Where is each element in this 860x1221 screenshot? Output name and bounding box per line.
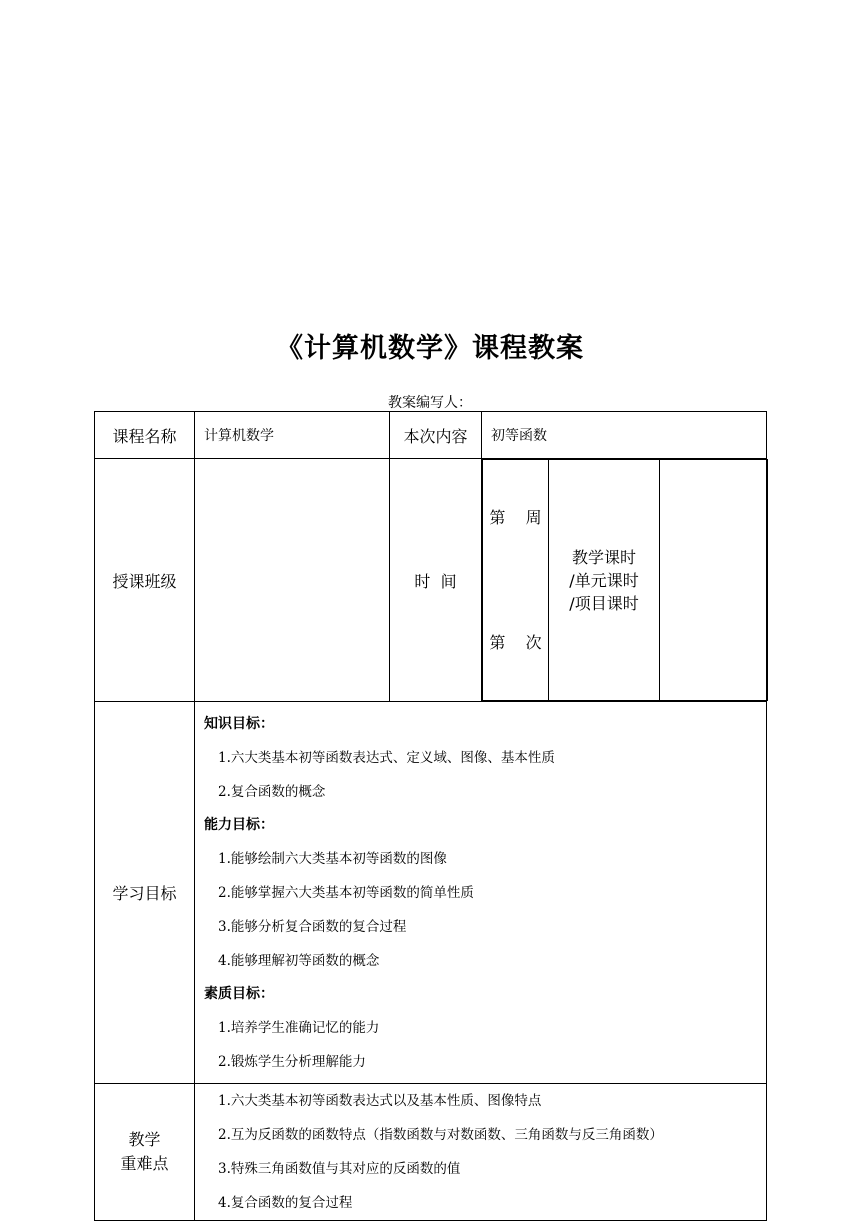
hours-line3: /项目课时 (569, 593, 639, 613)
row-class (95, 459, 767, 702)
row-keypoints (95, 1084, 767, 1221)
hours-line1: 教学课时 (571, 547, 636, 567)
hours-line2: /单元课时 (569, 570, 639, 590)
course-name-value: 计算机数学 (195, 412, 390, 459)
knowledge-heading: 知识目标： (204, 716, 274, 732)
time-label (390, 459, 482, 702)
keypoints-content (195, 1084, 767, 1221)
time-detail (482, 459, 768, 701)
keypoint-item: 4.复合函数的复合过程 (218, 1195, 353, 1211)
time-detail-cell (482, 459, 767, 702)
ability-item: 2.能够掌握六大类基本初等函数的简单性质 (218, 885, 474, 901)
author-label: 教案编写人： (388, 395, 472, 411)
week-label: 第 周 (489, 508, 542, 527)
quality-heading: 素质目标： (204, 986, 274, 1002)
hours-value-cell (660, 460, 768, 701)
goals-label: 学习目标 (95, 702, 195, 1084)
hours-label-cell (549, 460, 660, 701)
knowledge-item: 1.六大类基本初等函数表达式、定义域、图像、基本性质 (218, 750, 555, 766)
time-label-text: 时 间 (414, 571, 457, 591)
knowledge-item: 2.复合函数的概念 (218, 784, 326, 800)
content-value: 初等函数 (482, 412, 767, 459)
class-label: 授课班级 (95, 459, 195, 702)
ability-item: 3.能够分析复合函数的复合过程 (218, 919, 407, 935)
keypoints-label-line1: 教学 (128, 1130, 161, 1149)
content-label: 本次内容 (390, 412, 482, 459)
row-course (95, 412, 767, 459)
class-value (195, 459, 390, 702)
keypoints-label-line2: 重难点 (120, 1154, 169, 1173)
ability-item: 4.能够理解初等函数的概念 (218, 953, 380, 969)
quality-item: 2.锻炼学生分析理解能力 (218, 1054, 366, 1070)
week-session-cell (483, 460, 549, 701)
keypoint-item: 1.六大类基本初等函数表达式以及基本性质、图像特点 (218, 1093, 542, 1109)
session-label: 第 次 (489, 633, 542, 652)
row-goals (95, 702, 767, 1084)
document-title: 《计算机数学》课程教案 (276, 333, 584, 364)
lesson-plan-table (94, 411, 767, 1221)
keypoint-item: 3.特殊三角函数值与其对应的反函数的值 (218, 1161, 461, 1177)
course-name-label: 课程名称 (95, 412, 195, 459)
goals-content (195, 702, 767, 1084)
quality-item: 1.培养学生准确记忆的能力 (218, 1020, 380, 1036)
keypoints-label (95, 1084, 195, 1221)
ability-heading: 能力目标： (204, 817, 274, 833)
ability-item: 1.能够绘制六大类基本初等函数的图像 (218, 851, 447, 867)
keypoint-item: 2.互为反函数的函数特点（指数函数与对数函数、三角函数与反三角函数） (218, 1127, 663, 1143)
